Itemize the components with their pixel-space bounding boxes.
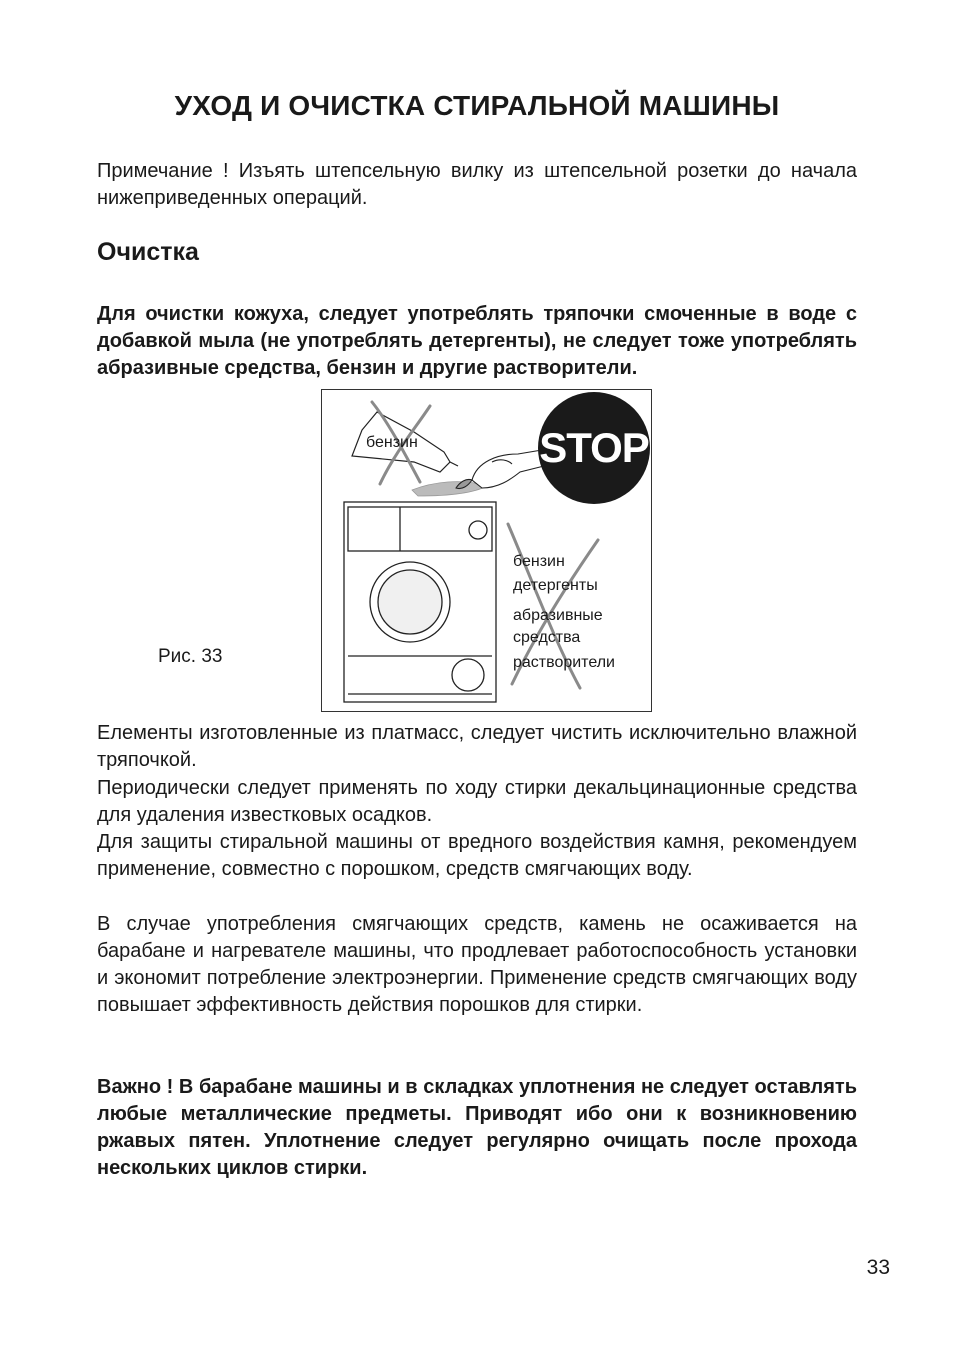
- body-paragraph: В случае употребления смягчающих средств, камень не осаживается на барабане и нагревателе машины, что продлевает работоспособность установки и экономит потребление электроэнергии. Применение средств смягчающих воду повышает эффективность действия порошков для стирки.: [97, 913, 857, 1016]
- forbidden-item: детергенты: [513, 577, 598, 594]
- page-title: УХОД И ОЧИСТКА СТИРАЛЬНОЙ МАШИНЫ: [174, 90, 780, 121]
- bottle-label: бензин: [366, 434, 418, 451]
- section-title: Очистка: [97, 238, 199, 266]
- figure-caption: Рис. 33: [158, 646, 223, 667]
- forbidden-item: средства: [513, 629, 581, 646]
- forbidden-item: абразивные: [513, 607, 603, 624]
- note-paragraph: Примечание ! Изъять штепсельную вилку из штепсельной розетки до начала нижеприведенных операций.: [97, 160, 857, 209]
- body-paragraph: Для защиты стиральной машины от вредного воздействия камня, рекомендуем применение, совместно с порошком, средств смягчающих воду.: [97, 831, 857, 880]
- cleaning-figure: [321, 389, 652, 712]
- forbidden-item: бензин: [513, 553, 565, 570]
- bold-intro-paragraph: Для очистки кожуха, следует употреблять тряпочки смоченные в воде с добавкой мыла (не употреблять детергенты), не следует тоже употреблять абразивные средства, бензин и другие растворители.: [97, 303, 857, 379]
- machine-icon: [344, 502, 496, 702]
- body-paragraph: Периодически следует применять по ходу стирки декальцинационные средства для удаления известковых осадков.: [97, 777, 857, 826]
- spill-icon: [412, 482, 487, 496]
- page-number: 33: [866, 1256, 890, 1279]
- hand-icon: [456, 450, 544, 489]
- important-paragraph: Важно ! В барабане машины и в складках уплотнения не следует оставлять любые металлические предметы. Приводят ибо они к возникновению ржавых пятен. Уплотнение следует регулярно очищать после прохода нескольких циклов стирки.: [97, 1076, 857, 1179]
- body-paragraph: Елементы изготовленные из платмасс, следует чистить исключительно влажной тряпочкой.: [97, 722, 857, 771]
- stop-sign-text: STOP: [539, 424, 649, 471]
- forbidden-item: растворители: [513, 654, 615, 671]
